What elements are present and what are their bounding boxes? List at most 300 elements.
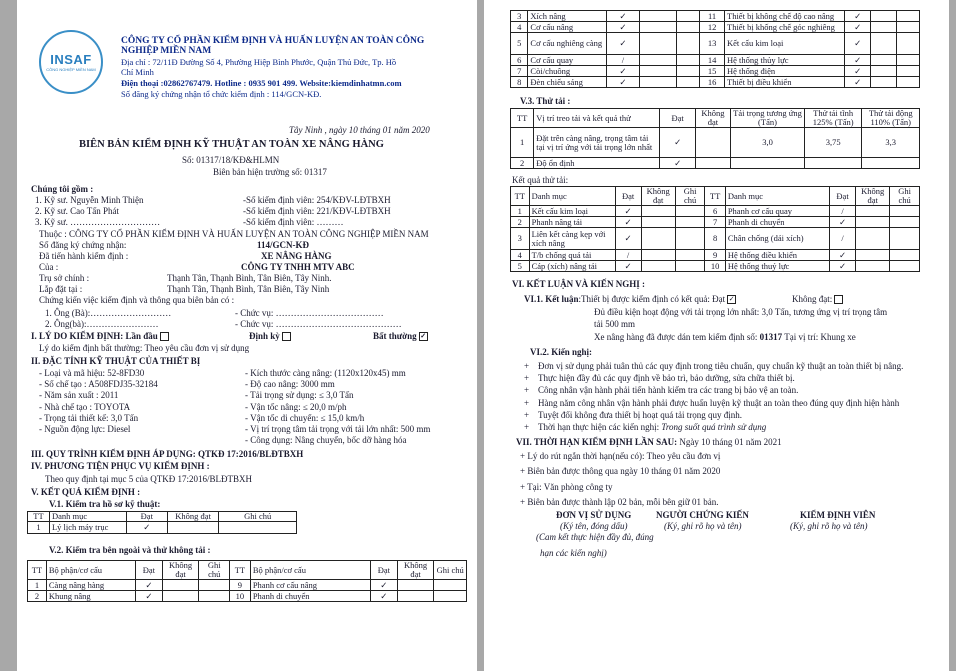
table-header-cell: Danh mục bbox=[49, 512, 126, 522]
table-cell: / bbox=[830, 228, 856, 250]
table-row bbox=[511, 66, 920, 77]
table-cell: ✓ bbox=[845, 11, 871, 22]
table-header-row bbox=[511, 109, 920, 128]
table-cell: ✓ bbox=[370, 580, 397, 591]
table-cell: ✓ bbox=[845, 55, 871, 66]
bullet-plus: + bbox=[524, 373, 530, 384]
table-cell bbox=[675, 261, 705, 272]
staff-2-name: 2. Kỹ sư. Cao Tấn Phát bbox=[35, 206, 119, 216]
table-row bbox=[511, 250, 920, 261]
spec-item: - Tải trọng sử dụng: ≤ 3,0 Tấn bbox=[245, 390, 354, 401]
sig-inspector-sub: (Ký, ghi rõ họ và tên) bbox=[790, 521, 868, 531]
sig-witness-sub: (Ký, ghi rõ họ và tên) bbox=[664, 521, 742, 531]
table-row bbox=[511, 228, 920, 250]
did-value: XE NÂNG HÀNG bbox=[261, 251, 332, 261]
table-header-cell: Bộ phận/cơ cấu bbox=[46, 561, 135, 580]
table-cell bbox=[890, 250, 920, 261]
table-cell bbox=[675, 206, 705, 217]
witness-1: 1. Ông (Bà):……………………… bbox=[45, 308, 172, 318]
table-cell: 9 bbox=[705, 250, 725, 261]
table-cell: ✓ bbox=[845, 77, 871, 88]
document-page-1 bbox=[17, 0, 477, 671]
table-cell bbox=[896, 22, 920, 33]
spec-item: - Vị trí trọng tâm tải trọng với tải lớn nhất: 500 mm bbox=[245, 424, 431, 434]
logo-text: INSAF bbox=[50, 52, 92, 67]
periodic-checkbox bbox=[282, 332, 291, 341]
logo-subtext: CÔNG NGHIỆP MIỀN NAM bbox=[46, 67, 96, 72]
section-6-title: VI. KẾT LUẬN VÀ KIẾN NGHỊ : bbox=[512, 279, 645, 289]
table-header-row bbox=[28, 561, 467, 580]
first-time-checkbox bbox=[160, 332, 169, 341]
table-cell bbox=[896, 33, 920, 55]
table-cell: Đặt trên càng nâng, trọng tâm tải tại vị trí ứng với tải trọng lớn nhất bbox=[534, 128, 660, 158]
table-cell: 2 bbox=[511, 217, 530, 228]
table-cell: 2 bbox=[511, 158, 534, 169]
table-cell: Phanh cơ cấu nâng bbox=[250, 580, 370, 591]
witness-2: 2. Ông(bà):…………………… bbox=[45, 319, 159, 329]
table-cell: / bbox=[606, 55, 639, 66]
periodic-label bbox=[249, 331, 291, 341]
recommendation-item bbox=[524, 373, 795, 383]
table-row bbox=[511, 158, 920, 169]
table-cell bbox=[896, 66, 920, 77]
table-cell: ✓ bbox=[845, 66, 871, 77]
bullet-plus: + bbox=[524, 385, 530, 396]
table-cell: 7 bbox=[705, 217, 725, 228]
table-cell: 3,3 bbox=[862, 128, 920, 158]
table-cell bbox=[695, 128, 730, 158]
staff-3-name: 3. Kỹ sư. ………………………… bbox=[35, 217, 161, 227]
table-header-cell: Đạt bbox=[136, 561, 163, 580]
reason-first-label: I. LÝ DO KIỂM ĐỊNH: Lần đầu bbox=[31, 331, 158, 341]
shorten-reason: + Lý do rút ngắn thời hạn(nếu có): Theo yêu cầu đơn vị bbox=[520, 451, 721, 461]
table-cell: ✓ bbox=[606, 77, 639, 88]
table-cell bbox=[896, 77, 920, 88]
table-cell bbox=[871, 77, 896, 88]
doc-date: Tây Ninh , ngày 10 tháng 01 năm 2020 bbox=[289, 125, 430, 135]
table-cell: Phanh cơ cấu quay bbox=[725, 206, 829, 217]
table-cell bbox=[675, 217, 705, 228]
recommendation-text: Tuyệt đối không đưa thiết bị hoạt quá tải trọng quy định. bbox=[538, 409, 743, 420]
recommendation-item bbox=[524, 361, 903, 371]
table-cell: 6 bbox=[705, 206, 725, 217]
reg-value: 114/GCN-KĐ bbox=[257, 240, 310, 250]
table-cell: ✓ bbox=[606, 66, 639, 77]
table-cell: 8 bbox=[705, 228, 725, 250]
table-cell bbox=[641, 206, 675, 217]
table-header-cell: Đạt bbox=[370, 561, 397, 580]
spec-item: - Trọng tải thiết kế: 3,0 Tấn bbox=[39, 412, 139, 423]
spec-item: - Nguồn động lực: Diesel bbox=[39, 424, 131, 434]
table-cell bbox=[896, 11, 920, 22]
table-cell: Còi/chuông bbox=[528, 66, 606, 77]
table-cell: 10 bbox=[705, 261, 725, 272]
table-cell: / bbox=[830, 206, 856, 217]
table-cell: Lý lịch máy trục bbox=[49, 522, 126, 534]
table-cell bbox=[896, 55, 920, 66]
table-cell: ✓ bbox=[615, 261, 641, 272]
company-cert: Số đăng ký chứng nhận tổ chức kiểm định : 114/GCN-KĐ. bbox=[121, 89, 322, 99]
table-cell: ✓ bbox=[606, 33, 639, 55]
table-header-cell: Không đạt bbox=[641, 187, 675, 206]
table-cell: 5 bbox=[511, 33, 528, 55]
table-header-cell: Ghi chú bbox=[675, 187, 705, 206]
table-cell: Hệ thống thủy lực bbox=[725, 55, 845, 66]
section-5-title: V. KẾT QUẢ KIỂM ĐỊNH : bbox=[31, 487, 141, 497]
field-record: Biên bản hiện trường số: 01317 bbox=[213, 167, 327, 177]
spec-item: - Số chế tạo : A508FDJ35-32184 bbox=[39, 379, 158, 390]
table-header-cell: Không đạt bbox=[162, 561, 199, 580]
witness-2-role: - Chức vụ: …………………………………… bbox=[235, 319, 402, 329]
table-cell: ✓ bbox=[830, 217, 856, 228]
table-cell: 5 bbox=[511, 261, 530, 272]
table-cell bbox=[871, 11, 896, 22]
recommendation-text: Hàng năm công nhân vận hành phải được huấn luyện kỹ thuật an toàn theo đúng quy định hiện hành bbox=[538, 397, 900, 408]
table-cell: Cơ cấu nâng bbox=[528, 22, 606, 33]
section-1-title bbox=[31, 331, 169, 341]
table-header-cell: Đạt bbox=[830, 187, 856, 206]
table-header-cell: TT bbox=[28, 561, 47, 580]
table-header-cell: Đạt bbox=[660, 109, 695, 128]
table-cell bbox=[675, 250, 705, 261]
rec-deadline-line: + Thời hạn thực hiện các kiến nghị: Trong suốt quá trình sử dụng bbox=[524, 422, 767, 432]
table-cell bbox=[641, 261, 675, 272]
table-cell: 1 bbox=[28, 580, 47, 591]
table-cell bbox=[731, 158, 805, 169]
table-cell bbox=[856, 261, 890, 272]
table-cell: Liên kết càng kẹp với xích nâng bbox=[529, 228, 615, 250]
spec-item: - Nhà chế tạo : TOYOTA bbox=[39, 401, 131, 412]
table-cell bbox=[199, 580, 230, 591]
table-cell: ✓ bbox=[606, 11, 639, 22]
table-cell: 9 bbox=[230, 580, 251, 591]
table-cell bbox=[639, 33, 676, 55]
company-address-1: Địa chỉ : 72/11Đ Đường Số 4, Phường Hiệp Bình Phước, Quận Thủ Đức, Tp. Hồ bbox=[121, 57, 397, 67]
section-5-2-title: V.2. Kiểm tra bên ngoài và thử không tải : bbox=[49, 545, 211, 555]
conclusion-l2: Đủ điều kiện hoạt động với tải trọng lớn nhất: 3,0 Tấn, tương ứng vị trí trọng tâm bbox=[594, 307, 888, 317]
table-row bbox=[511, 261, 920, 272]
table-cell: Cáp (xích) nâng tải bbox=[529, 261, 615, 272]
approved-date: + Biên bản được thông qua ngày 10 tháng 01 năm 2020 bbox=[520, 466, 721, 476]
table-cell: Đèn chiếu sáng bbox=[528, 77, 606, 88]
table-cell: 3,75 bbox=[804, 128, 862, 158]
table-row bbox=[28, 591, 467, 602]
table-cell: ✓ bbox=[615, 228, 641, 250]
table-row bbox=[511, 217, 920, 228]
section-4-detail: Theo quy định tại mục 5 của QTKĐ 17:2016/BLĐTBXH bbox=[45, 474, 252, 484]
table-cell bbox=[890, 206, 920, 217]
table-header-cell: Không đạt bbox=[695, 109, 730, 128]
table-header-row bbox=[28, 512, 297, 522]
table-cell: 15 bbox=[700, 66, 725, 77]
table-row bbox=[511, 22, 920, 33]
table-cell: 7 bbox=[511, 66, 528, 77]
spec-item: - Độ cao nâng: 3000 mm bbox=[245, 379, 335, 390]
table-cell: 6 bbox=[511, 55, 528, 66]
fail-checkbox bbox=[834, 295, 843, 304]
table-cell: ✓ bbox=[660, 158, 695, 169]
table-cell: 3 bbox=[511, 228, 530, 250]
table-header-cell: Thử tải tĩnh 125% (Tấn) bbox=[804, 109, 862, 128]
table-cell bbox=[641, 250, 675, 261]
table-cell bbox=[162, 591, 199, 602]
spec-item: - Vận tốc nâng: ≤ 20,0 m/ph bbox=[245, 401, 347, 412]
table-cell: Phanh di chuyển bbox=[250, 591, 370, 602]
section-5-1-title: V.1. Kiểm tra hồ sơ kỹ thuật: bbox=[49, 499, 161, 509]
table-cell: T/b chống quá tải bbox=[529, 250, 615, 261]
table-header-cell: Thử tải động 110% (Tấn) bbox=[862, 109, 920, 128]
sig-user-sub3: hạn các kiến nghị) bbox=[540, 548, 607, 558]
table-cell: 14 bbox=[700, 55, 725, 66]
conclusion-line bbox=[524, 294, 736, 304]
table-cell bbox=[890, 217, 920, 228]
table-cell bbox=[856, 228, 890, 250]
unusual-text: Bất thường bbox=[373, 331, 417, 341]
bullet-plus: + bbox=[524, 397, 530, 408]
spec-item: - Kích thước càng nâng: (1120x120x45) mm bbox=[245, 368, 406, 378]
unusual-label bbox=[373, 331, 428, 341]
table-cell bbox=[856, 250, 890, 261]
table-cell bbox=[676, 55, 699, 66]
table-cell bbox=[890, 261, 920, 272]
table-row bbox=[28, 580, 467, 591]
table-cell bbox=[162, 580, 199, 591]
table-cell bbox=[871, 33, 896, 55]
tech-docs-table bbox=[27, 511, 297, 534]
recommendation-item bbox=[524, 385, 798, 395]
table-cell: Kết cấu kim loại bbox=[529, 206, 615, 217]
table-cell: ✓ bbox=[126, 522, 167, 534]
table-cell: ✓ bbox=[660, 128, 695, 158]
witness-1-role: - Chức vụ: ……………………………… bbox=[235, 308, 384, 318]
table-cell: 4 bbox=[511, 22, 528, 33]
stamp-text-c: Tại vị trí: Khung xe bbox=[782, 332, 856, 342]
table-cell bbox=[639, 22, 676, 33]
table-cell bbox=[639, 66, 676, 77]
fail-text: Không đạt: bbox=[792, 294, 833, 304]
table-cell bbox=[219, 522, 297, 534]
table-cell: ✓ bbox=[615, 206, 641, 217]
next-inspection-label: VII. THỜI HẠN KIỂM ĐỊNH LẦN SAU: bbox=[516, 437, 678, 447]
table-header-cell: Ghi chú bbox=[219, 512, 297, 522]
hq-value: Thạnh Tân, Thạnh Bình, Tân Biên, Tây Ninh. bbox=[167, 273, 332, 283]
table-cell bbox=[856, 217, 890, 228]
spec-item: - Năm sản xuất : 2011 bbox=[39, 390, 119, 401]
table-row bbox=[511, 77, 920, 88]
table-cell: Kết cấu kim loại bbox=[725, 33, 845, 55]
recommendation-item bbox=[524, 410, 742, 420]
table-cell bbox=[856, 206, 890, 217]
table-cell: 16 bbox=[700, 77, 725, 88]
table-cell bbox=[871, 22, 896, 33]
section-2-title: II. ĐẶC TÍNH KỸ THUẬT CỦA THIẾT BỊ bbox=[31, 356, 201, 366]
table-cell: Thiết bị không chế độ cao nâng bbox=[725, 11, 845, 22]
load-test-table bbox=[510, 108, 920, 169]
table-cell: ✓ bbox=[830, 261, 856, 272]
section-4-title: IV. PHƯƠNG TIỆN PHỤC VỤ KIỂM ĐỊNH : bbox=[31, 461, 210, 471]
conclusion-label: VI.1. Kết luận bbox=[524, 294, 579, 304]
table-cell bbox=[675, 228, 705, 250]
table-cell bbox=[641, 228, 675, 250]
periodic-text: Định kỳ bbox=[249, 331, 280, 341]
table-cell bbox=[676, 33, 699, 55]
witness-line: Chứng kiến việc kiểm định và thông qua biên bản có : bbox=[39, 295, 235, 305]
table-cell bbox=[676, 66, 699, 77]
staff-2-id: -Số kiểm định viên: 221/KĐV-LĐTBXH bbox=[243, 206, 391, 216]
bullet-plus: + bbox=[524, 409, 530, 420]
staff-3-id: -Số kiểm định viên: ……… bbox=[243, 217, 344, 227]
table-row bbox=[28, 522, 297, 534]
external-check-table bbox=[27, 560, 467, 602]
table-cell: 4 bbox=[511, 250, 530, 261]
table-cell: 11 bbox=[700, 11, 725, 22]
table-header-cell: Danh mục bbox=[725, 187, 829, 206]
table-cell bbox=[639, 77, 676, 88]
copies-line: + Biên bản được thành lập 02 bản, mỗi bên giữ 01 bản. bbox=[520, 497, 719, 507]
spec-item: - Vận tốc di chuyển: ≤ 15,0 km/h bbox=[245, 412, 365, 423]
staff-1-id: -Số kiểm định viên: 254/KĐV-LĐTBXH bbox=[243, 195, 391, 205]
table-cell: Hệ thống thuỷ lực bbox=[725, 261, 829, 272]
table-header-cell: TT bbox=[28, 512, 50, 522]
table-cell: 1 bbox=[28, 522, 50, 534]
table-header-cell: Tải trọng tương ứng (Tấn) bbox=[731, 109, 805, 128]
rec-deadline-label: Thời hạn thực hiện các kiến nghị: bbox=[538, 422, 662, 432]
table-header-cell: TT bbox=[230, 561, 251, 580]
rec-deadline-value: Trong suốt quá trình sử dụng bbox=[661, 422, 767, 432]
belong-line: Thuộc : CÔNG TY CỔ PHẦN KIỂM ĐỊNH VÀ HUẤN LUYỆN AN TOÀN CÔNG NGHIỆP MIỀN NAM bbox=[39, 229, 429, 239]
table-row bbox=[511, 206, 920, 217]
document-page-2 bbox=[484, 0, 949, 671]
table-cell: Phanh nâng tải bbox=[529, 217, 615, 228]
company-phone: Điện thoại :02862767479. Hotline : 0935 901 499. Website:kiemdinhatmn.com bbox=[121, 78, 402, 88]
unusual-checkbox-checked: ✓ bbox=[420, 332, 427, 341]
spec-item: - Công dụng: Nâng chuyển, bốc dỡ hàng hóa bbox=[245, 435, 407, 446]
stamp-number: 01317 bbox=[759, 332, 783, 342]
table-header-cell: Không đạt bbox=[856, 187, 890, 206]
recommendation-text: Thực hiện đầy đủ các quy định về bảo trì, bảo dưỡng, sửa chữa thiết bị. bbox=[538, 373, 795, 384]
table-header-cell: Vị trí treo tải và kết quả thử bbox=[534, 109, 660, 128]
table-cell: Cơ cấu nghiêng càng bbox=[528, 33, 606, 55]
table-header-cell: Không đạt bbox=[167, 512, 218, 522]
reason-detail: Lý do kiểm định bất thường: Theo yêu cầu đơn vị sử dụng bbox=[39, 343, 250, 353]
company-name-1: CÔNG TY CỔ PHẦN KIỂM ĐỊNH VÀ HUẤN LUYỆN AN TOÀN CÔNG bbox=[121, 36, 425, 46]
table-cell: Hệ thống điện bbox=[725, 66, 845, 77]
table-cell: Thiết bị điều khiển bbox=[725, 77, 845, 88]
recommendation-item bbox=[524, 398, 899, 408]
table-cell: ✓ bbox=[845, 33, 871, 55]
table-row bbox=[511, 11, 920, 22]
insaf-logo bbox=[39, 30, 103, 94]
table-row bbox=[511, 55, 920, 66]
table-header-cell: Không đạt bbox=[397, 561, 434, 580]
table-cell: 13 bbox=[700, 33, 725, 55]
table-cell: 1 bbox=[511, 128, 534, 158]
sig-user-title: ĐƠN VỊ SỬ DỤNG bbox=[556, 510, 632, 520]
table-header-cell: Ghi chú bbox=[434, 561, 467, 580]
company-address-2: Chí Minh bbox=[121, 67, 154, 77]
table-header-cell: TT bbox=[705, 187, 725, 206]
reg-label: Số đăng ký chứng nhận: bbox=[39, 240, 127, 250]
table-cell: Khung nâng bbox=[46, 591, 135, 602]
doc-title: BIÊN BẢN KIỂM ĐỊNH KỸ THUẬT AN TOÀN XE NÂNG HÀNG bbox=[79, 139, 384, 150]
table-cell: ✓ bbox=[136, 591, 163, 602]
recommendation-text: Đơn vị sử dụng phải tuân thủ các quy định trong tiêu chuẩn, quy chuẩn kỹ thuật an toàn thiết bị nâng. bbox=[538, 361, 904, 371]
table-cell bbox=[676, 11, 699, 22]
table-cell bbox=[695, 158, 730, 169]
table-row bbox=[511, 33, 920, 55]
hq-label: Trụ sở chính : bbox=[39, 273, 90, 283]
table-header-row bbox=[511, 187, 920, 206]
table-header-cell: Ghi chú bbox=[199, 561, 230, 580]
sig-user-sub: (Ký tên, đóng dấu) bbox=[560, 521, 628, 531]
table-header-cell: TT bbox=[511, 109, 534, 128]
table-cell: Càng nâng hàng bbox=[46, 580, 135, 591]
recommendation-text: Công nhân vận hành phải tiến hành kiểm tra các trang bị bảo vệ an toàn. bbox=[538, 385, 799, 396]
sig-witness-title: NGƯỜI CHỨNG KIẾN bbox=[656, 510, 749, 520]
next-inspection-date: Ngày 10 tháng 01 năm 2021 bbox=[679, 437, 782, 447]
spec-item: - Loại và mã hiệu: 52-8FD30 bbox=[39, 368, 145, 378]
table-cell bbox=[641, 217, 675, 228]
load-result-label: Kết quả thử tải: bbox=[512, 175, 569, 185]
did-label: Đã tiến hành kiểm định : bbox=[39, 251, 129, 261]
table-cell: 3,0 bbox=[731, 128, 805, 158]
staff-1-name: 1. Kỹ sư. Nguyễn Minh Thiện bbox=[35, 195, 144, 205]
table-cell: 1 bbox=[511, 206, 530, 217]
section-7-title bbox=[516, 437, 782, 447]
table-header-cell: TT bbox=[511, 187, 530, 206]
table-header-cell: Đạt bbox=[126, 512, 167, 522]
table-cell bbox=[434, 591, 467, 602]
stamp-line bbox=[594, 332, 856, 342]
table-cell bbox=[676, 22, 699, 33]
conclusion-l3: tải 500 mm bbox=[594, 319, 635, 329]
table-cell bbox=[397, 591, 434, 602]
table-cell bbox=[804, 158, 862, 169]
table-cell: ✓ bbox=[615, 217, 641, 228]
table-cell bbox=[871, 55, 896, 66]
table-cell bbox=[167, 522, 218, 534]
sig-inspector-title: KIỂM ĐỊNH VIÊN bbox=[800, 510, 876, 520]
doc-number: Số: 01317/18/KĐ&HLMN bbox=[182, 155, 280, 165]
fail-line bbox=[792, 294, 843, 304]
external-check-table-cont bbox=[510, 10, 920, 88]
table-cell: Độ ổn định bbox=[534, 158, 660, 169]
of-label: Của : bbox=[39, 262, 59, 272]
table-header-cell: Đạt bbox=[615, 187, 641, 206]
table-header-cell: Danh mục bbox=[529, 187, 615, 206]
table-cell bbox=[639, 55, 676, 66]
table-cell: 8 bbox=[511, 77, 528, 88]
table-cell: Hệ thống điều khiển bbox=[725, 250, 829, 261]
table-cell bbox=[397, 580, 434, 591]
table-cell: ✓ bbox=[370, 591, 397, 602]
table-cell: 2 bbox=[28, 591, 47, 602]
table-cell: 12 bbox=[700, 22, 725, 33]
table-cell: ✓ bbox=[830, 250, 856, 261]
company-name-2: NGHIỆP MIỀN NAM bbox=[121, 46, 212, 56]
load-result-table bbox=[510, 186, 920, 272]
table-cell bbox=[890, 228, 920, 250]
bullet-plus: + bbox=[524, 361, 530, 371]
table-cell: Phanh di chuyển bbox=[725, 217, 829, 228]
table-cell bbox=[862, 158, 920, 169]
table-cell: ✓ bbox=[606, 22, 639, 33]
pass-checkbox-checked: ✓ bbox=[728, 295, 735, 304]
table-header-cell: Bộ phận/cơ cấu bbox=[250, 561, 370, 580]
section-6-2-title: VI.2. Kiến nghị: bbox=[530, 347, 593, 357]
table-cell: 10 bbox=[230, 591, 251, 602]
table-header-cell: Ghi chú bbox=[890, 187, 920, 206]
